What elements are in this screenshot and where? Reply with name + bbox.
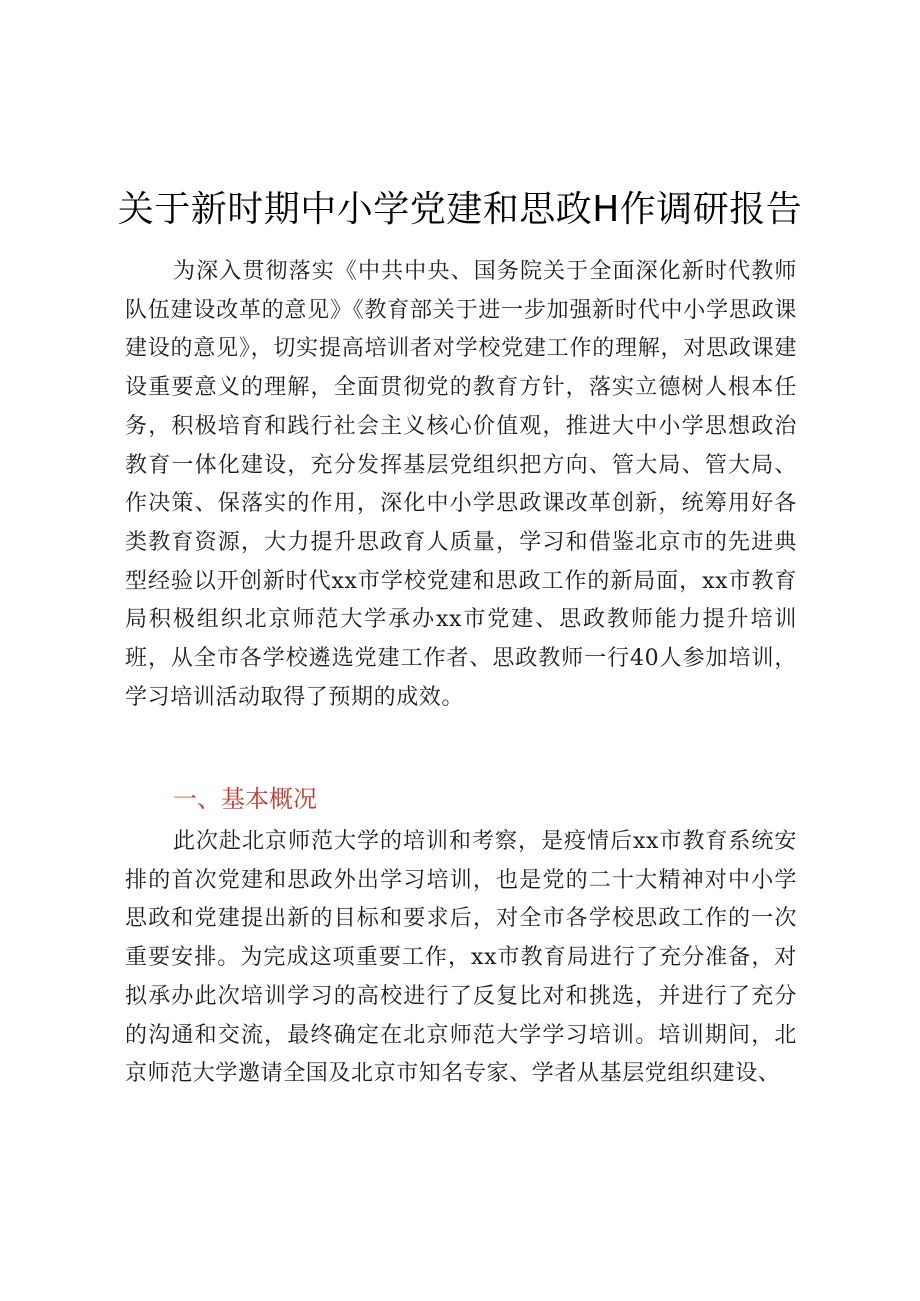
section-heading-overview: 一、基本概况	[173, 785, 317, 813]
overview-paragraph: 此次赴北京师范大学的培训和考察，是疫情后xx市教育系统安排的首次党建和思政外出学习培训，也是党的二十大精神对中小学思政和党建提出新的目标和要求后，对全市各学校思政工作的一次重要安排。为完成这项重要工作，xx市教育局进行了充分准备，对拟承办此次培训学习的高校进行了反复比对和挑选，并进行了充分的沟通和交流，最终确定在北京师范大学学习培训。培训期间，北京师范大学邀请全国及北京市知名专家、学者从基层党组织建设、	[125, 829, 797, 1087]
intro-paragraph: 为深入贯彻落实《中共中央、国务院关于全面深化新时代教师队伍建设改革的意见》《教育部关于进一步加强新时代中小学思政课建设的意见》，切实提高培训者对学校党建工作的理解，对思政课建设重要意义的理解，全面贯彻党的教育方针，落实立德树人根本任务，积极培育和践行社会主义核心价值观，推进大中小学思想政治教育一体化建设，充分发挥基层党组织把方向、管大局、管大局、作决策、保落实的作用，深化中小学思政课改革创新，统筹用好各类教育资源，大力提升思政育人质量，学习和借鉴北京市的先进典型经验以开创新时代xx市学校党建和思政工作的新局面，xx市教育局积极组织北京师范大学承办xx市党建、思政教师能力提升培训班，从全市各学校遴选党建工作者、思政教师一行40人参加培训，学习培训活动取得了预期的成效。	[125, 259, 797, 710]
document-title: 关于新时期中小学党建和思政H作调研报告	[117, 189, 803, 230]
